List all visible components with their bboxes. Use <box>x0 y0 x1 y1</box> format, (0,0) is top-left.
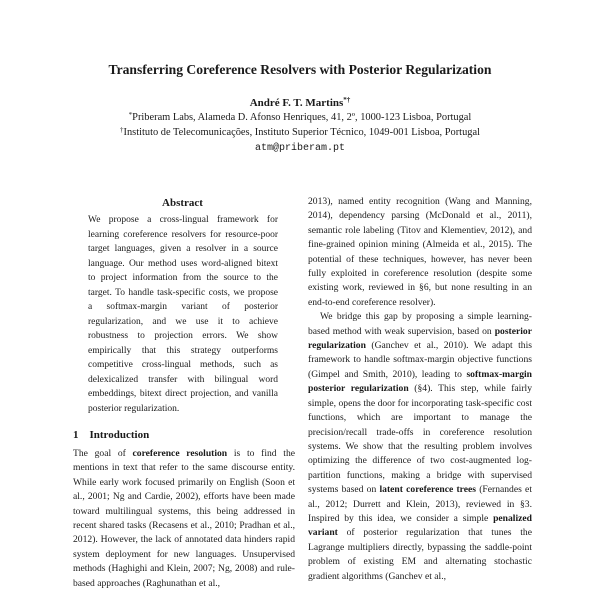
bold-term: coreference resolution <box>132 448 228 459</box>
section-title: Introduction <box>89 429 150 441</box>
affiliation-1-mark: * <box>128 111 133 119</box>
affiliation-2 <box>0 127 600 138</box>
affiliation-1-text: Priberam Labs, Alameda D. Afonso Henriques, 41, 2º, 1000-123 Lisboa, Portugal <box>132 112 472 123</box>
right-column-paragraph-1: 2013), named entity recognition (Wang and Manning, 2014), dependency parsing (McDonald et al., 2011), semantic role labeling (Titov and Klementiev, 2012), and fine-grained opinion mining (Almeida et al., 2015). The potential of these techniques, however, has never been fully exploited in coreference resolution (despite some existing work, reviewed in §6, but none resulting in an end-to-end coreference resolver). <box>308 196 532 308</box>
introduction-paragraph-1 <box>73 447 295 591</box>
paper-title: Transferring Coreference Resolvers with Posterior Regularization <box>108 62 492 77</box>
text-run: is to find the mentions in text that refer to the same discourse entity. While early work focused primarily on English (Soon et al., 2001; Ng and Cardie, 2002), efforts have been made toward multilingual systems, this being addressed in recent shared tasks (Recasens et al., 2010; Pradhan et al., 2012). However, the lack of annotated data hinders rapid system deployment for new languages. Unsupervised methods (Haghighi and Klein, 2007; Ng, 2008) and rule-based approaches (Raghunathan et al., <box>73 448 295 589</box>
text-run: (Fernandes et al., 2012; Durrett and Klein, 2013), reviewed in §3. Inspired by this idea, we consider a simple <box>308 484 532 524</box>
bold-term: latent coreference trees <box>379 484 476 496</box>
author-email: atm@priberam.pt <box>254 143 345 154</box>
text-run: (§4). This step, while fairly simple, opens the door for incorporating task-specific cost functions, which are important to manage the precision/recall trade-offs in coreference resolution systems. We show that the resulting problem involves optimizing the difference of two cost-augmented log-partition functions, making a bridge with supervised systems based on <box>308 383 533 496</box>
bold-term: softmax-margin posterior regularization <box>308 368 532 395</box>
text-run: of posterior regularization that tunes the Lagrange multipliers directly, bypassing the saddle-point problem of existing EM and alternating stochastic gradient algorithms (Ganchev et al., <box>308 527 532 582</box>
affiliation-2-text: Instituto de Telecomunicações, Instituto Superior Técnico, 1049-001 Lisboa, Portugal <box>123 127 480 138</box>
abstract-heading: Abstract <box>162 197 203 209</box>
text-run: (Ganchev et al., 2010). We adapt this framework to handle softmax-margin objective functions (Gimpel and Smith, 2010), leading to <box>308 340 532 380</box>
right-column-paragraph-2 <box>308 310 532 584</box>
bold-term: posterior regularization <box>308 325 532 352</box>
section-number: 1 <box>73 429 79 441</box>
author-line <box>0 97 600 109</box>
section-heading-introduction <box>73 429 149 441</box>
text-run: We bridge this gap by proposing a simple learning-based method with weak supervision, based on <box>308 311 532 337</box>
affiliation-2-mark: † <box>120 126 124 134</box>
text-run: The goal of <box>73 448 133 459</box>
author-marks: *† <box>343 96 351 104</box>
affiliation-1 <box>0 112 600 123</box>
abstract-text: We propose a cross-lingual framework for learning coreference resolvers for resource-poor target languages, given a resolver in a source language. Our method uses word-aligned bitext to project information from the source to the target. To handle task-specific costs, we propose a softmax-margin variant of posterior regularization, and we use it to achieve robustness to projection errors. We show empirically that this strategy outperforms competitive cross-lingual methods, such as delexicalized transfer with bilingual word embeddings, bitext direct projection, and vanilla posterior regularization. <box>88 215 278 414</box>
right-column <box>308 195 532 584</box>
bold-term: penalized variant <box>308 512 532 539</box>
author-name: André F. T. Martins <box>249 97 344 109</box>
